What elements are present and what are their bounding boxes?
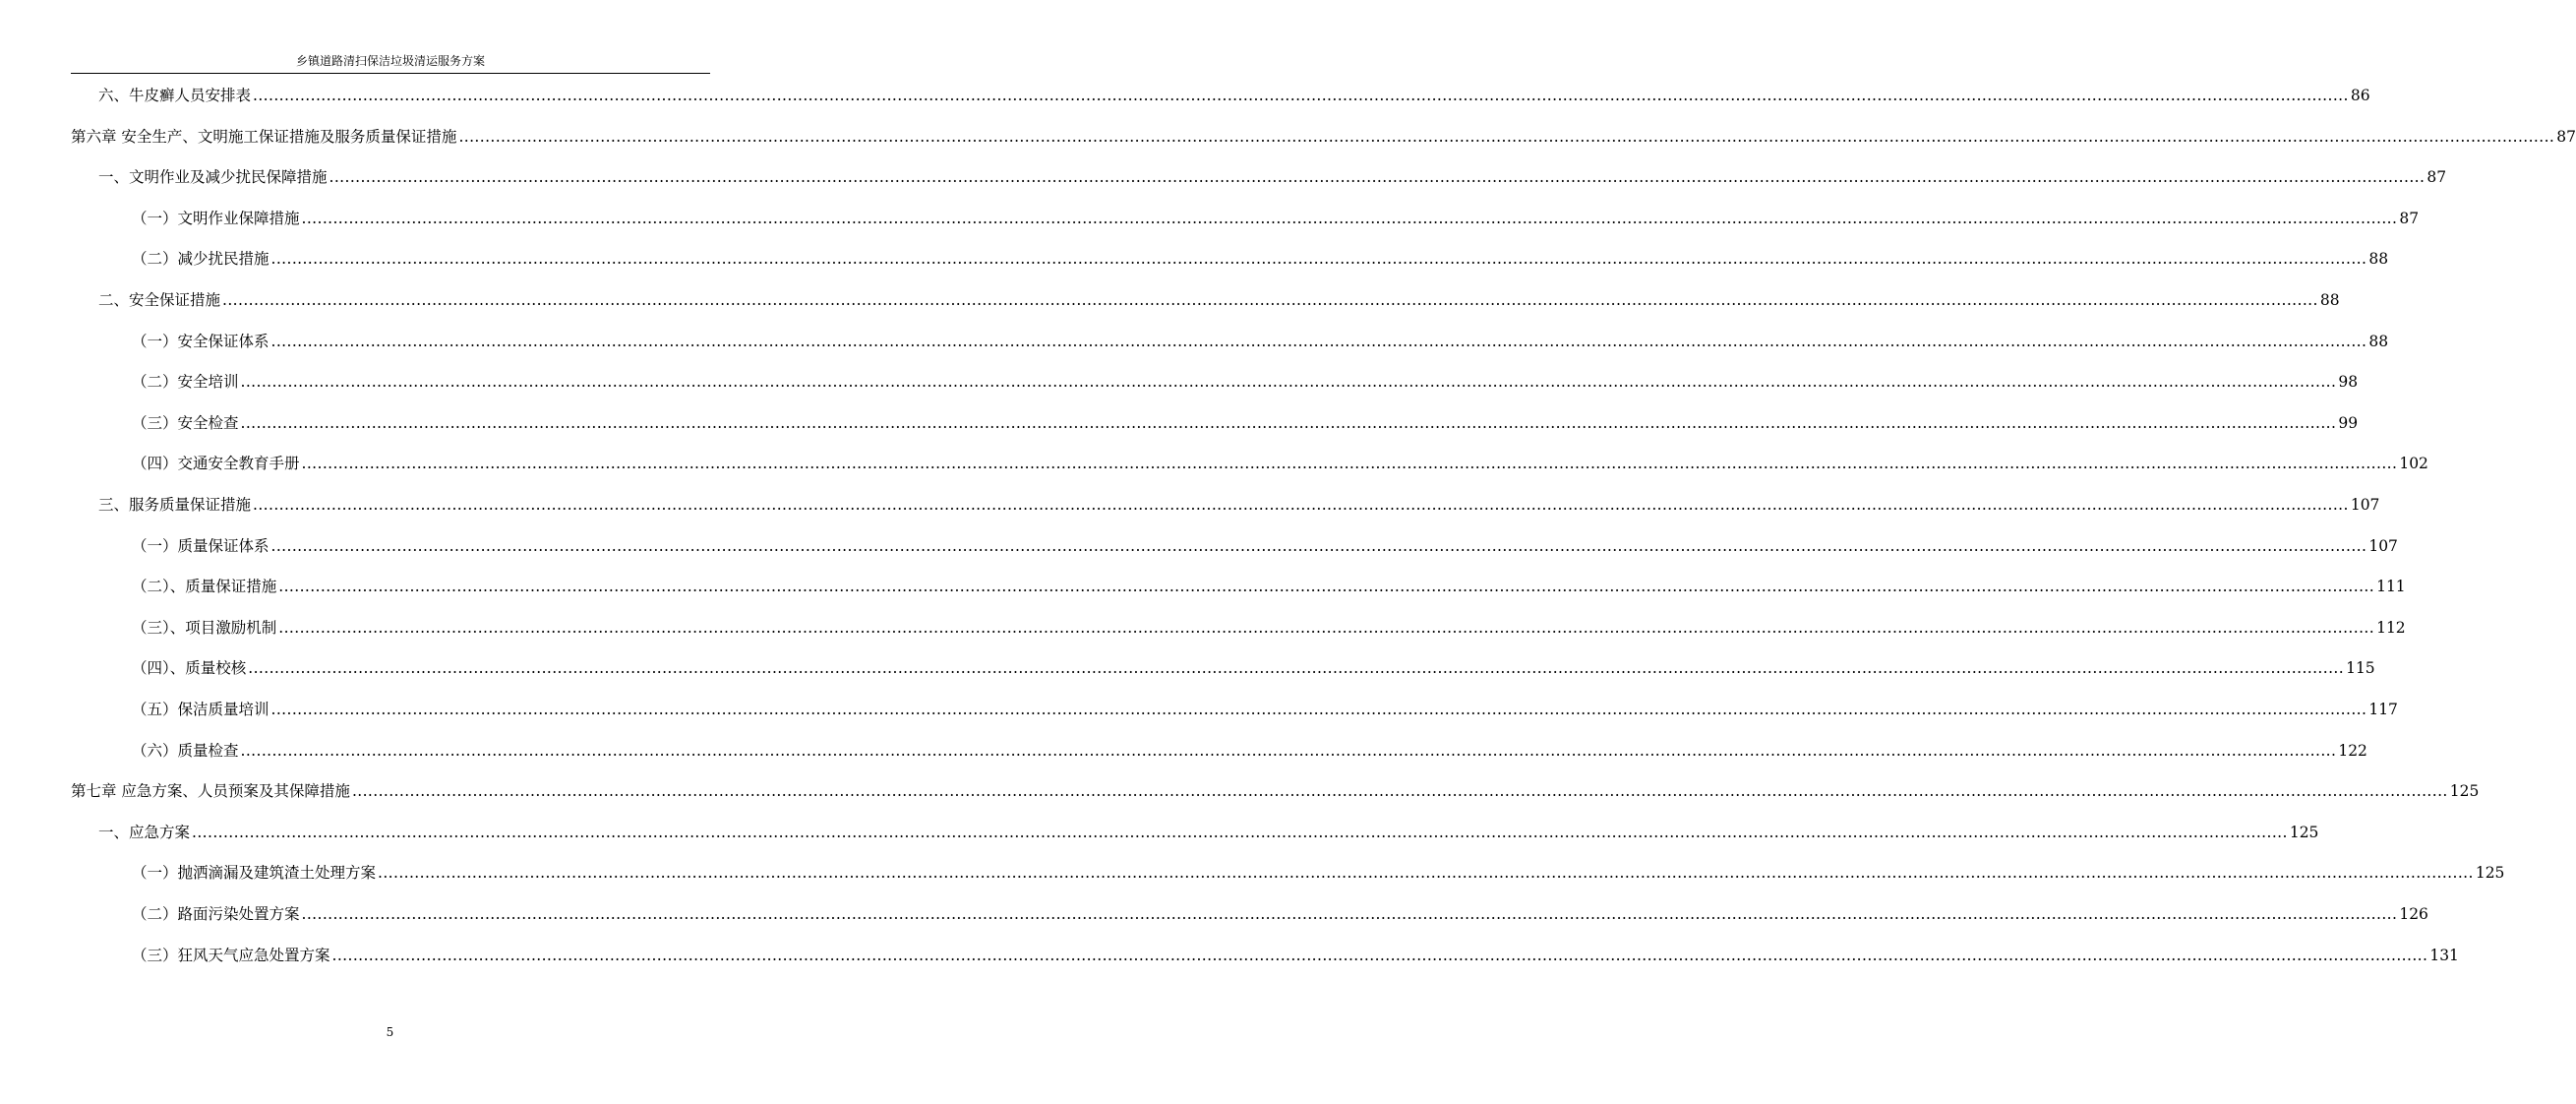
toc-entry[interactable]: [132, 738, 2367, 764]
toc-leader-dots: ................................................................................................................................................................................................................................................................................................................................................................................................................: [240, 413, 2337, 432]
toc-entry-label: 六、牛皮癣人员安排表: [98, 87, 252, 104]
toc-entry-label: （四）、质量校核: [132, 659, 247, 678]
toc-entry[interactable]: [132, 697, 2398, 722]
toc-leader-dots: ................................................................................................................................................................................................................................................................................................................................................................................................................: [278, 578, 2375, 596]
toc-entry-page: 87: [2399, 209, 2420, 227]
toc-leader-dots: ................................................................................................................................................................................................................................................................................................................................................................................................................: [253, 87, 2349, 104]
toc-entry-page: 107: [2350, 496, 2380, 514]
toc-leader-dots: ................................................................................................................................................................................................................................................................................................................................................................................................................: [270, 536, 2367, 555]
toc-entry-page: 88: [2368, 250, 2389, 269]
toc-leader-dots: ................................................................................................................................................................................................................................................................................................................................................................................................................: [301, 209, 2398, 227]
toc-entry[interactable]: [132, 206, 2420, 231]
toc-entry[interactable]: [98, 83, 2370, 108]
toc-leader-dots: ................................................................................................................................................................................................................................................................................................................................................................................................................: [270, 332, 2367, 350]
toc-leader-dots: ................................................................................................................................................................................................................................................................................................................................................................................................................: [458, 127, 2555, 146]
toc-entry-label: （二）减少扰民措施: [132, 250, 270, 269]
toc-leader-dots: ................................................................................................................................................................................................................................................................................................................................................................................................................: [278, 618, 2375, 637]
toc-leader-dots: ................................................................................................................................................................................................................................................................................................................................................................................................................: [222, 291, 2318, 309]
toc-entry[interactable]: [132, 246, 2389, 272]
toc-entry-page: 88: [2368, 332, 2389, 350]
toc-entry-page: 125: [2289, 823, 2319, 841]
toc-entry-label: （三）狂风天气应急处置方案: [132, 946, 330, 964]
toc-leader-dots: ................................................................................................................................................................................................................................................................................................................................................................................................................: [378, 864, 2474, 883]
toc-entry[interactable]: [71, 778, 2480, 804]
toc-entry[interactable]: [71, 124, 2576, 150]
header-title: 乡镇道路清扫保洁垃圾清运服务方案: [295, 54, 485, 68]
toc-entry-page: 107: [2368, 536, 2398, 555]
toc-leader-dots: ................................................................................................................................................................................................................................................................................................................................................................................................................: [301, 455, 2398, 473]
toc-entry-label: （二）路面污染处置方案: [132, 905, 300, 923]
toc-entry-label: 三、服务质量保证措施: [98, 496, 252, 514]
toc-entry-label: （一）文明作业保障措施: [132, 209, 300, 227]
toc-entry-page: 126: [2399, 905, 2428, 923]
toc-entry[interactable]: [132, 369, 2359, 395]
toc-leader-dots: ................................................................................................................................................................................................................................................................................................................................................................................................................: [331, 946, 2428, 964]
toc-entry-label: （三）、项目激励机制: [132, 618, 277, 637]
toc-entry[interactable]: [132, 860, 2505, 886]
toc-leader-dots: ................................................................................................................................................................................................................................................................................................................................................................................................................: [329, 168, 2426, 187]
toc-entry-page: 117: [2368, 701, 2398, 718]
toc-entry-label: 二、安全保证措施: [98, 291, 221, 309]
toc-entry-label: 一、文明作业及减少扰民保障措施: [98, 168, 328, 187]
toc-entry-page: 131: [2429, 946, 2459, 964]
toc-entry[interactable]: [98, 492, 2380, 518]
toc-entry[interactable]: [132, 901, 2428, 927]
toc-entry-label: 一、应急方案: [98, 823, 191, 841]
toc-leader-dots: ................................................................................................................................................................................................................................................................................................................................................................................................................: [351, 782, 2448, 801]
toc-entry[interactable]: [132, 615, 2406, 641]
toc-entry-label: 第六章 安全生产、文明施工保证措施及服务质量保证措施: [71, 127, 457, 146]
toc-leader-dots: ................................................................................................................................................................................................................................................................................................................................................................................................................: [253, 496, 2349, 514]
page-number: 5: [386, 1025, 394, 1039]
toc-entry-label: （一）抛洒滴漏及建筑渣土处理方案: [132, 864, 377, 883]
toc-entry[interactable]: [98, 164, 2447, 190]
toc-entry-label: （五）保洁质量培训: [132, 701, 270, 718]
toc-entry[interactable]: [132, 410, 2359, 436]
toc-entry[interactable]: [132, 451, 2428, 476]
toc-entry-label: （四）交通安全教育手册: [132, 455, 300, 473]
toc-entry-page: 112: [2376, 618, 2406, 637]
toc-entry-label: （二）、质量保证措施: [132, 578, 277, 596]
toc-leader-dots: ................................................................................................................................................................................................................................................................................................................................................................................................................: [248, 659, 2345, 678]
toc-entry-label: （二）安全培训: [132, 373, 239, 392]
toc-entry-label: 第七章 应急方案、人员预案及其保障措施: [71, 782, 350, 801]
toc-entry[interactable]: [98, 820, 2319, 845]
toc-leader-dots: ................................................................................................................................................................................................................................................................................................................................................................................................................: [240, 373, 2337, 392]
toc-entry[interactable]: [132, 533, 2398, 559]
toc-leader-dots: ................................................................................................................................................................................................................................................................................................................................................................................................................: [270, 250, 2367, 269]
toc-entry-page: 125: [2449, 782, 2480, 801]
toc-entry-label: （三）安全检查: [132, 413, 239, 432]
toc-entry-page: 102: [2399, 455, 2428, 473]
toc-entry[interactable]: [132, 655, 2375, 681]
toc-leader-dots: ................................................................................................................................................................................................................................................................................................................................................................................................................: [192, 823, 2288, 841]
toc-entry-label: （六）质量检查: [132, 741, 239, 760]
toc-entry-page: 111: [2376, 578, 2406, 596]
page-footer: [0, 1025, 780, 1039]
toc-entry-label: （一）安全保证体系: [132, 332, 270, 350]
toc-leader-dots: ................................................................................................................................................................................................................................................................................................................................................................................................................: [301, 905, 2398, 923]
toc-leader-dots: ................................................................................................................................................................................................................................................................................................................................................................................................................: [270, 701, 2367, 718]
toc-entry-label: （一）质量保证体系: [132, 536, 270, 555]
toc-entry[interactable]: [132, 329, 2389, 354]
toc-entry-page: 88: [2319, 291, 2340, 309]
running-header: [71, 51, 710, 74]
toc-entry-page: 87: [2426, 168, 2447, 187]
toc-entry-page: 115: [2346, 659, 2375, 678]
toc-entry-page: 87: [2556, 127, 2576, 146]
toc-entry-page: 122: [2338, 741, 2367, 760]
toc-leader-dots: ................................................................................................................................................................................................................................................................................................................................................................................................................: [240, 741, 2337, 760]
toc-entry[interactable]: [98, 287, 2340, 313]
toc-entry-page: 125: [2475, 864, 2505, 883]
toc-entry[interactable]: [132, 574, 2406, 599]
toc-entry-page: 99: [2338, 413, 2359, 432]
toc-entry[interactable]: [132, 943, 2459, 968]
toc-entry-page: 98: [2338, 373, 2359, 392]
toc-entry-page: 86: [2350, 87, 2370, 104]
